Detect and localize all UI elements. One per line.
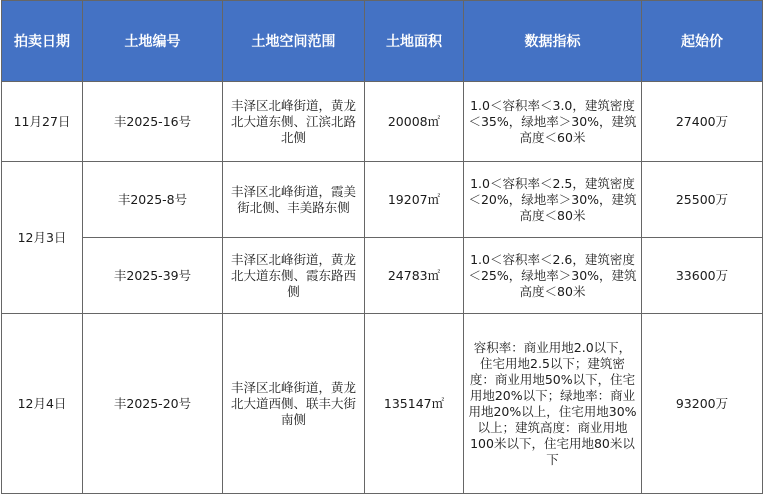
cell-land-id: 丰2025-16号 bbox=[83, 82, 223, 162]
cell-start-price: 33600万 bbox=[642, 238, 763, 314]
cell-land-range: 丰泽区北峰街道，黄龙北大道东侧、江滨北路北侧 bbox=[223, 82, 365, 162]
cell-land-area: 135147㎡ bbox=[365, 314, 464, 494]
header-row bbox=[2, 1, 763, 82]
header-start-price: 起始价 bbox=[642, 1, 763, 82]
cell-date: 12月4日 bbox=[2, 314, 83, 494]
header-land-range: 土地空间范围 bbox=[223, 1, 365, 82]
cell-land-id: 丰2025-39号 bbox=[83, 238, 223, 314]
cell-land-range: 丰泽区北峰街道，黄龙北大道西侧、联丰大街南侧 bbox=[223, 314, 365, 494]
cell-land-range: 丰泽区北峰街道，黄龙北大道东侧、霞东路西侧 bbox=[223, 238, 365, 314]
cell-start-price: 93200万 bbox=[642, 314, 763, 494]
cell-metrics: 1.0＜容积率＜2.6，建筑密度＜25%，绿地率＞30%，建筑高度＜80米 bbox=[464, 238, 642, 314]
land-auction-table bbox=[1, 0, 763, 494]
cell-metrics: 1.0＜容积率＜2.5，建筑密度＜20%，绿地率＞30%，建筑高度＜80米 bbox=[464, 162, 642, 238]
table-row bbox=[2, 238, 763, 314]
header-metrics: 数据指标 bbox=[464, 1, 642, 82]
cell-land-area: 24783㎡ bbox=[365, 238, 464, 314]
header-land-area: 土地面积 bbox=[365, 1, 464, 82]
table-row bbox=[2, 82, 763, 162]
cell-date: 11月27日 bbox=[2, 82, 83, 162]
header-land-id: 土地编号 bbox=[83, 1, 223, 82]
cell-land-area: 19207㎡ bbox=[365, 162, 464, 238]
cell-metrics: 容积率：商业用地2.0以下，住宅用地2.5以下；建筑密度：商业用地50%以下，住宅用地20%以下；绿地率：商业用地20%以上，住宅用地30%以上；建筑高度：商业用地100米以下，住宅用地80米以下 bbox=[464, 314, 642, 494]
cell-land-range: 丰泽区北峰街道，霞美街北侧、丰美路东侧 bbox=[223, 162, 365, 238]
cell-land-id: 丰2025-20号 bbox=[83, 314, 223, 494]
table-row bbox=[2, 162, 763, 238]
cell-land-area: 20008㎡ bbox=[365, 82, 464, 162]
cell-land-id: 丰2025-8号 bbox=[83, 162, 223, 238]
header-auction-date: 拍卖日期 bbox=[2, 1, 83, 82]
cell-start-price: 25500万 bbox=[642, 162, 763, 238]
cell-metrics: 1.0＜容积率＜3.0，建筑密度＜35%，绿地率＞30%，建筑高度＜60米 bbox=[464, 82, 642, 162]
table-row bbox=[2, 314, 763, 494]
cell-date: 12月3日 bbox=[2, 162, 83, 314]
cell-start-price: 27400万 bbox=[642, 82, 763, 162]
